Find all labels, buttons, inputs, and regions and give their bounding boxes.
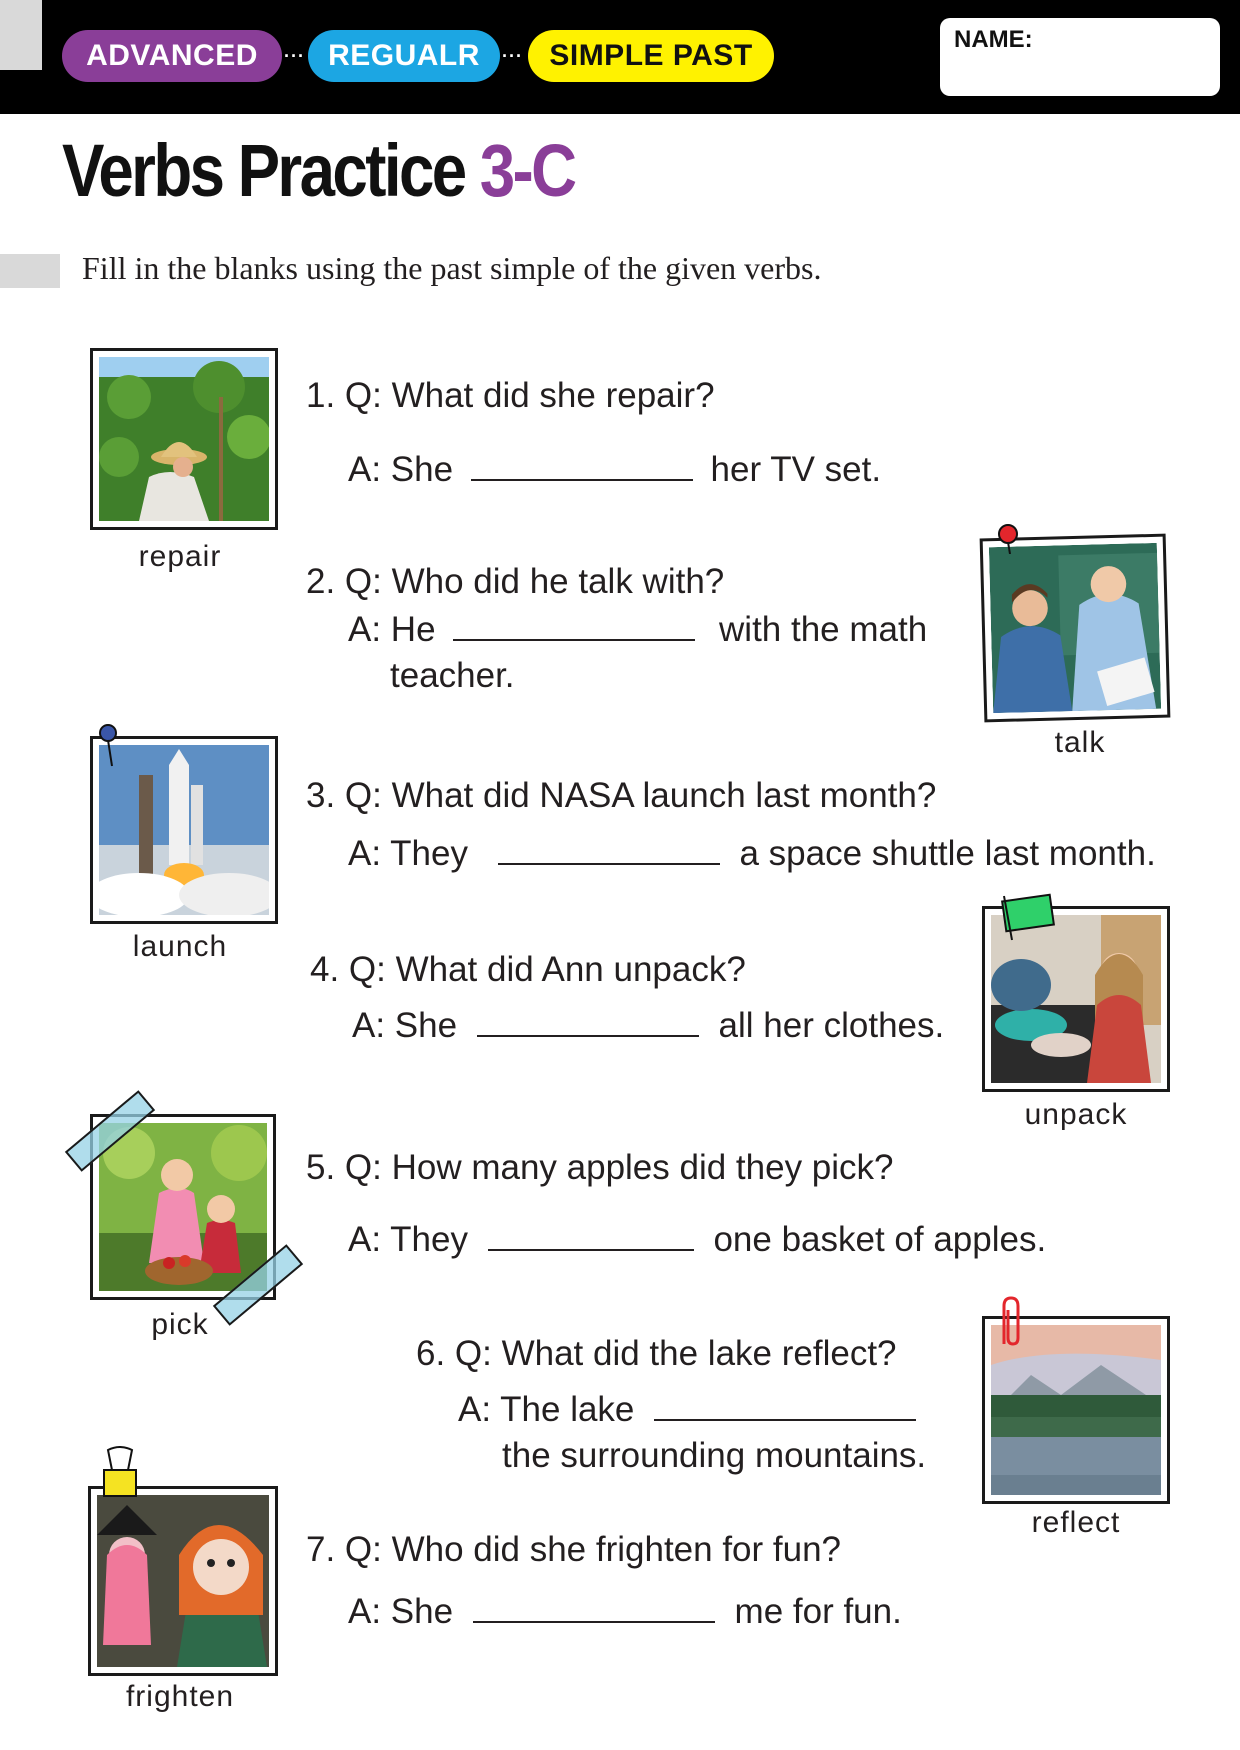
answer-2-continuation: teacher. — [390, 656, 515, 695]
answer-3 — [348, 834, 1156, 874]
verb-label-repair: repair — [138, 540, 222, 573]
answer-2-prefix: A: He — [348, 610, 436, 649]
flag-icon — [998, 892, 1058, 942]
halloween-image — [97, 1495, 269, 1667]
instruction-text: Fill in the blanks using the past simple of the given verbs. — [82, 250, 822, 286]
answer-7-suffix: me for fun. — [734, 1592, 902, 1631]
photo-repair — [90, 348, 278, 530]
answer-1-blank[interactable] — [471, 451, 693, 481]
header-bar — [0, 0, 1240, 114]
answer-5-blank[interactable] — [488, 1221, 694, 1251]
question-2: 2. Q: Who did he talk with? — [306, 562, 725, 601]
answer-6-blank[interactable] — [654, 1391, 916, 1421]
name-field[interactable] — [940, 18, 1220, 96]
photo-talk — [980, 534, 1171, 723]
answer-5-prefix: A: They — [348, 1220, 468, 1259]
gardener-image — [99, 357, 269, 521]
instruction-marker — [0, 254, 60, 288]
answer-3-prefix: A: They — [348, 834, 468, 873]
photo-pick — [90, 1114, 276, 1300]
question-1: 1. Q: What did she repair? — [306, 376, 715, 415]
answer-2 — [348, 610, 927, 650]
level-badge-simple-past: SIMPLE PAST — [528, 30, 774, 82]
question-4: 4. Q: What did Ann unpack? — [310, 950, 746, 989]
verb-label-launch: launch — [132, 930, 228, 963]
corner-tab — [0, 0, 42, 70]
level-badge-regular: REGUALR — [308, 30, 500, 82]
level-badge-advanced: ADVANCED — [62, 30, 282, 82]
answer-7-blank[interactable] — [473, 1593, 715, 1623]
answer-3-blank[interactable] — [498, 835, 720, 865]
answer-2-blank[interactable] — [453, 611, 695, 641]
pushpin-icon — [996, 524, 1020, 548]
answer-2-suffix: with the math — [719, 610, 928, 649]
verb-label-frighten: frighten — [125, 1680, 235, 1713]
binder-clip-icon — [100, 1446, 140, 1502]
question-3: 3. Q: What did NASA launch last month? — [306, 776, 937, 815]
answer-7 — [348, 1592, 902, 1632]
answer-6 — [458, 1390, 916, 1430]
photo-frighten — [88, 1486, 278, 1676]
answer-1-suffix: her TV set. — [710, 450, 882, 489]
shuttle-launch-image — [99, 745, 269, 915]
classroom-image — [989, 543, 1161, 713]
verb-label-talk: talk — [1054, 726, 1106, 759]
title-code: 3-C — [479, 129, 575, 212]
answer-1 — [348, 450, 881, 490]
name-label: NAME: — [954, 26, 1033, 53]
verb-label-reflect: reflect — [1031, 1506, 1121, 1539]
answer-4 — [352, 1006, 944, 1046]
question-6: 6. Q: What did the lake reflect? — [416, 1334, 897, 1373]
answer-6-prefix: A: The lake — [458, 1390, 635, 1429]
answer-3-suffix: a space shuttle last month. — [739, 834, 1156, 873]
paperclip-icon — [994, 1294, 1024, 1350]
answer-4-prefix: A: She — [352, 1006, 458, 1045]
answer-5 — [348, 1220, 1046, 1260]
page-title — [62, 128, 575, 213]
verb-label-unpack: unpack — [1024, 1098, 1128, 1131]
verb-label-pick: pick — [151, 1308, 209, 1341]
answer-6-continuation: the surrounding mountains. — [502, 1436, 927, 1475]
answer-5-suffix: one basket of apples. — [713, 1220, 1047, 1259]
title-main: Verbs Practice — [62, 129, 465, 212]
answer-4-blank[interactable] — [477, 1007, 699, 1037]
answer-4-suffix: all her clothes. — [718, 1006, 945, 1045]
lake-image — [991, 1325, 1161, 1495]
separator-dots: ··· — [502, 46, 523, 66]
answer-1-prefix: A: She — [348, 450, 454, 489]
apple-picking-image — [99, 1123, 267, 1291]
separator-dots: ··· — [284, 46, 305, 66]
answer-7-prefix: A: She — [348, 1592, 454, 1631]
question-5: 5. Q: How many apples did they pick? — [306, 1148, 894, 1187]
question-7: 7. Q: Who did she frighten for fun? — [306, 1530, 842, 1569]
pushpin-icon — [96, 724, 120, 764]
